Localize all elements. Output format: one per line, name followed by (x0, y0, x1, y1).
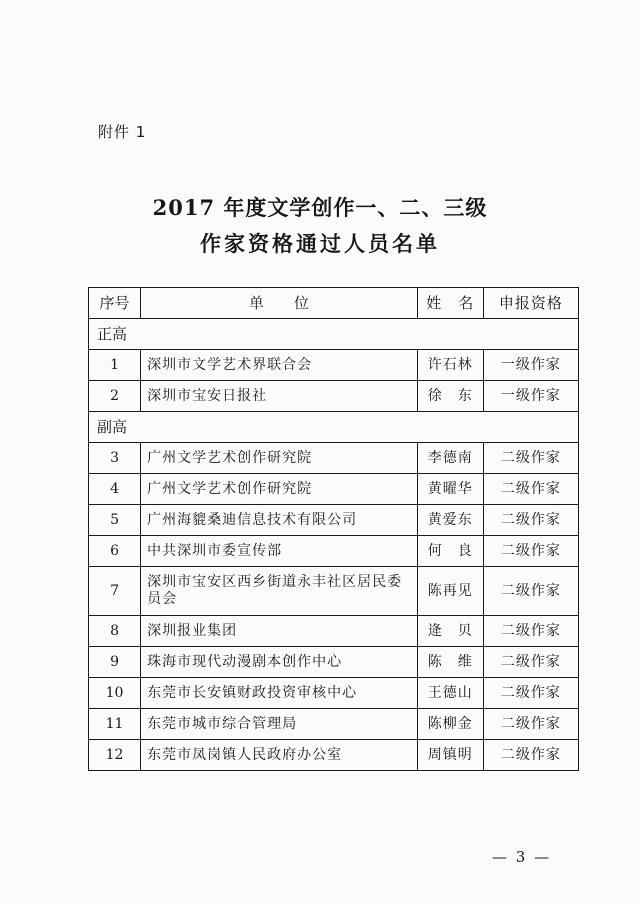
cell-unit: 深圳市宝安日报社 (141, 381, 418, 412)
table-row (89, 678, 579, 709)
table-row (89, 740, 579, 771)
cell-qualification: 二级作家 (483, 443, 578, 474)
cell-qualification: 二级作家 (483, 709, 578, 740)
header-unit: 单 位 (141, 288, 418, 319)
group-row (89, 412, 579, 443)
document-title-line-2: 作家资格通过人员名单 (200, 231, 440, 256)
cell-name: 陈再见 (417, 567, 483, 616)
header-no: 序号 (89, 288, 141, 319)
cell-unit: 深圳市宝安区西乡街道永丰社区居民委员会 (141, 567, 418, 616)
cell-unit: 广州文学艺术创作研究院 (141, 474, 418, 505)
cell-no: 3 (89, 443, 141, 474)
table-row (89, 350, 579, 381)
cell-qualification: 一级作家 (483, 381, 578, 412)
cell-unit: 中共深圳市委宣传部 (141, 536, 418, 567)
table-row (89, 616, 579, 647)
cell-name: 许石林 (417, 350, 483, 381)
cell-no: 1 (89, 350, 141, 381)
cell-unit: 珠海市现代动漫剧本创作中心 (141, 647, 418, 678)
table-row (89, 443, 579, 474)
cell-unit: 东莞市城市综合管理局 (141, 709, 418, 740)
table-row (89, 505, 579, 536)
table-row (89, 567, 579, 616)
cell-unit: 深圳报业集团 (141, 616, 418, 647)
table-row (89, 647, 579, 678)
group-label: 副高 (89, 412, 579, 443)
roster-table (88, 287, 579, 771)
cell-no: 11 (89, 709, 141, 740)
cell-no: 4 (89, 474, 141, 505)
cell-unit: 东莞市长安镇财政投资审核中心 (141, 678, 418, 709)
cell-qualification: 二级作家 (483, 567, 578, 616)
cell-no: 12 (89, 740, 141, 771)
document-title-line-1: 2017 年度文学创作一、二、三级 (152, 195, 488, 220)
cell-no: 5 (89, 505, 141, 536)
cell-no: 6 (89, 536, 141, 567)
cell-unit: 广州海貔桑迪信息技术有限公司 (141, 505, 418, 536)
cell-name: 陈柳金 (417, 709, 483, 740)
cell-qualification: 二级作家 (483, 474, 578, 505)
cell-qualification: 二级作家 (483, 740, 578, 771)
cell-qualification: 二级作家 (483, 678, 578, 709)
header-name: 姓 名 (417, 288, 483, 319)
cell-name: 王德山 (417, 678, 483, 709)
table-row (89, 474, 579, 505)
cell-qualification: 一级作家 (483, 350, 578, 381)
cell-unit: 深圳市文学艺术界联合会 (141, 350, 418, 381)
cell-no: 2 (89, 381, 141, 412)
cell-no: 9 (89, 647, 141, 678)
group-label: 正高 (89, 319, 579, 350)
table-row (89, 709, 579, 740)
cell-qualification: 二级作家 (483, 647, 578, 678)
cell-qualification: 二级作家 (483, 536, 578, 567)
cell-name: 逄 贝 (417, 616, 483, 647)
table-header-row (89, 288, 579, 319)
page-number: — 3 — (492, 848, 552, 866)
cell-no: 8 (89, 616, 141, 647)
cell-name: 徐 东 (417, 381, 483, 412)
cell-unit: 广州文学艺术创作研究院 (141, 443, 418, 474)
cell-qualification: 二级作家 (483, 616, 578, 647)
table-row (89, 381, 579, 412)
cell-name: 李德南 (417, 443, 483, 474)
cell-name: 何 良 (417, 536, 483, 567)
table-row (89, 536, 579, 567)
group-row (89, 319, 579, 350)
cell-name: 黄爱东 (417, 505, 483, 536)
cell-name: 黄曜华 (417, 474, 483, 505)
cell-no: 10 (89, 678, 141, 709)
cell-qualification: 二级作家 (483, 505, 578, 536)
roster-body (89, 319, 579, 771)
cell-name: 周镇明 (417, 740, 483, 771)
header-qualification: 申报资格 (483, 288, 578, 319)
cell-unit: 东莞市凤岗镇人民政府办公室 (141, 740, 418, 771)
cell-no: 7 (89, 567, 141, 616)
cell-name: 陈 维 (417, 647, 483, 678)
attachment-label: 附件 1 (98, 123, 147, 141)
